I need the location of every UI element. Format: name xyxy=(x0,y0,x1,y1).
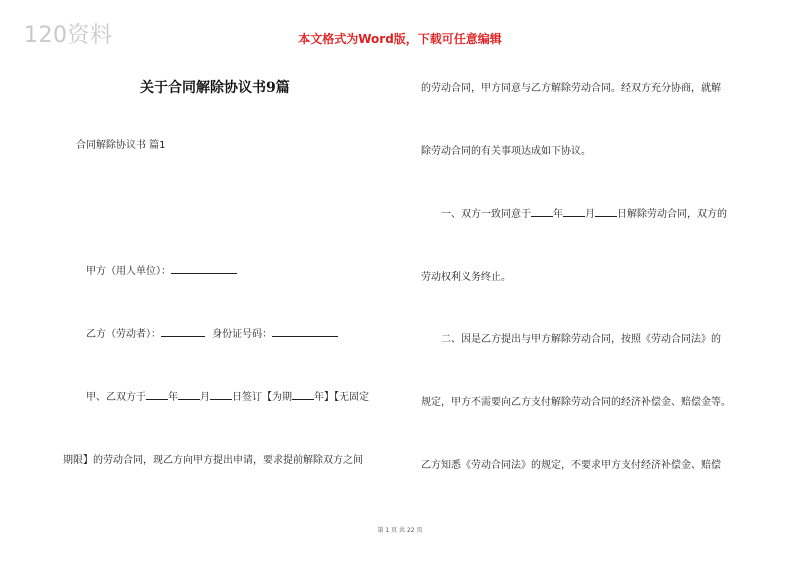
page-footer: 第 1 页 共 22 页 xyxy=(377,527,423,534)
party-b-label: 乙方（劳动者）： xyxy=(86,329,161,340)
contract-term-text: 年】【无固定 xyxy=(314,392,369,403)
contract-date-line xyxy=(86,388,369,403)
clause-1-text: 一、双方一致同意于 xyxy=(441,209,531,220)
clause-1-month-text: 月 xyxy=(585,209,595,220)
party-a-blank[interactable] xyxy=(171,264,237,274)
clause-2-line: 二、因是乙方提出与甲方解除劳动合同，按照《劳动合同法》的 xyxy=(441,334,721,345)
contract-text-1: 甲、乙双方于 xyxy=(86,392,146,403)
clause-1-day-blank[interactable] xyxy=(595,207,617,217)
id-number-blank[interactable] xyxy=(272,327,338,337)
section-subtitle: 合同解除协议书 篇1 xyxy=(76,140,166,151)
contract-month-text: 月 xyxy=(200,392,210,403)
party-a-line xyxy=(86,262,237,277)
document-title: 关于合同解除协议书9篇 xyxy=(140,80,290,96)
id-number-label: 身份证号码： xyxy=(212,329,273,340)
right-line-4: 劳动权利义务终止。 xyxy=(421,272,511,283)
right-line-7: 乙方知悉《劳动合同法》的规定，不要求甲方支付经济补偿金、赔偿 xyxy=(421,460,721,471)
party-b-blank[interactable] xyxy=(161,327,205,337)
right-line-1: 的劳动合同，甲方同意与乙方解除劳动合同。经双方充分协商，就解 xyxy=(421,83,721,94)
contract-term-line: 期限】的劳动合同，现乙方向甲方提出申请，要求提前解除双方之间 xyxy=(63,455,363,466)
contract-day-text: 日签订【为期 xyxy=(232,392,292,403)
format-banner: 本文格式为Word版，下载可任意编辑 xyxy=(298,32,502,46)
watermark-logo: 120资料 xyxy=(24,23,113,48)
contract-month-blank[interactable] xyxy=(178,390,200,400)
clause-1-line xyxy=(441,205,727,220)
party-b-line xyxy=(86,325,338,340)
right-line-2: 除劳动合同的有关事项达成如下协议。 xyxy=(421,146,591,157)
contract-day-blank[interactable] xyxy=(210,390,232,400)
contract-term-blank[interactable] xyxy=(292,390,314,400)
contract-year-blank[interactable] xyxy=(146,390,168,400)
contract-year-text: 年 xyxy=(168,392,178,403)
clause-1-month-blank[interactable] xyxy=(563,207,585,217)
right-line-6: 规定，甲方不需要向乙方支付解除劳动合同的经济补偿金、赔偿金等。 xyxy=(421,397,731,408)
clause-1-year-text: 年 xyxy=(553,209,563,220)
party-a-label: 甲方（用人单位）： xyxy=(86,266,171,277)
clause-1-rest-text: 日解除劳动合同，双方的 xyxy=(617,209,727,220)
clause-1-year-blank[interactable] xyxy=(531,207,553,217)
